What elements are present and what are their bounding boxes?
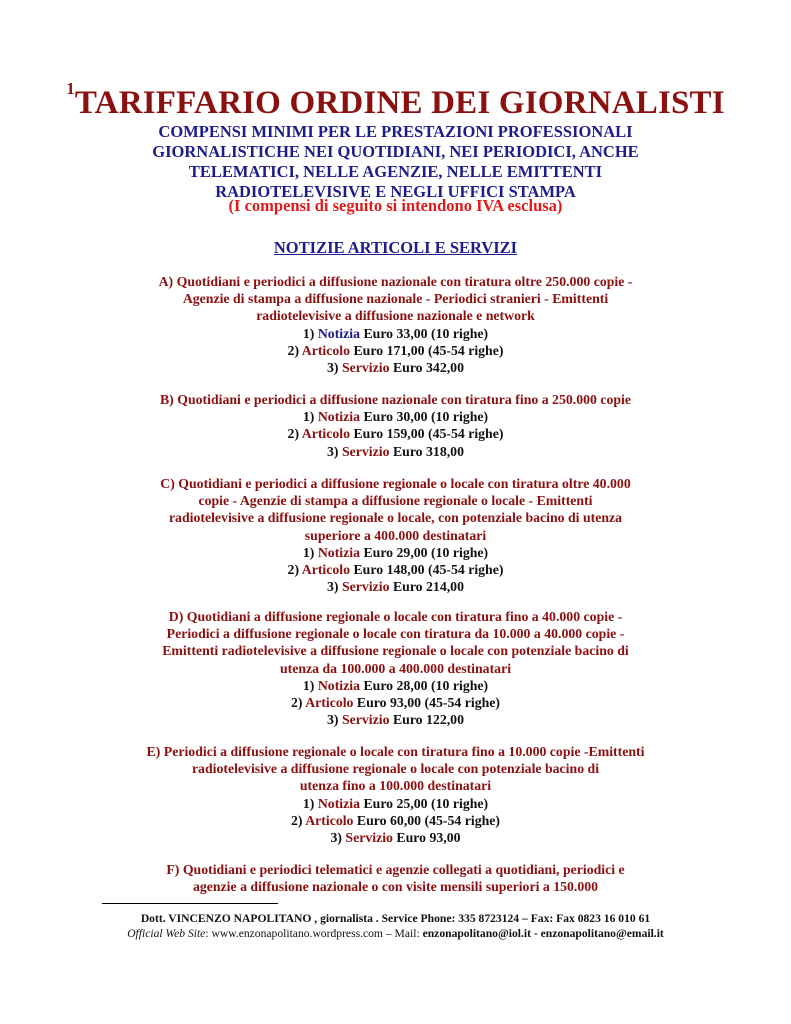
- item-price: Euro 159,00 (45-54 righe): [353, 426, 504, 442]
- subtitle: [100, 122, 691, 202]
- item-kind: Articolo: [301, 342, 351, 358]
- item-number: 1): [302, 795, 315, 811]
- item-number: 1): [302, 677, 315, 693]
- category-c: [100, 475, 691, 595]
- title-text: TARIFFARIO ORDINE DEI GIORNALISTI: [74, 85, 725, 121]
- item-kind: Notizia: [317, 325, 360, 341]
- rate-item: [100, 711, 691, 728]
- mail-label: – Mail:: [382, 927, 423, 940]
- category-line: B) Quotidiani e periodici a diffusione nazionale con tiratura fino a 250.000 copie: [159, 392, 631, 407]
- item-price: Euro 29,00 (10 righe): [363, 544, 489, 560]
- item-number: 2): [287, 342, 300, 358]
- item-price: Euro 122,00: [392, 712, 464, 728]
- subtitle-line: RADIOTELEVISIVE E NEGLI UFFICI STAMPA: [215, 182, 576, 201]
- category-line: Emittenti radiotelevisive a diffusione regionale o locale con potenziale bacino di: [162, 643, 629, 659]
- item-kind: Articolo: [305, 695, 354, 711]
- rate-item: [100, 359, 691, 376]
- item-price: Euro 148,00 (45-54 righe): [353, 562, 504, 578]
- item-price: Euro 60,00 (45-54 righe): [356, 812, 500, 828]
- item-kind: Notizia: [317, 544, 360, 560]
- rate-item: [100, 829, 691, 846]
- rate-item: [100, 694, 691, 711]
- subtitle-line: TELEMATICI, NELLE AGENZIE, NELLE EMITTENTI: [188, 162, 603, 181]
- category-f: [100, 861, 691, 895]
- item-price: Euro 318,00: [392, 443, 464, 459]
- item-number: 3): [327, 360, 339, 376]
- section-heading: [0, 238, 791, 258]
- item-price: Euro 171,00 (45-54 righe): [353, 342, 504, 358]
- item-price: Euro 93,00 (45-54 righe): [356, 695, 500, 711]
- item-kind: Servizio: [341, 443, 390, 459]
- rate-item: [100, 795, 691, 812]
- category-line: D) Quotidiani a diffusione regionale o locale con tiratura fino a 40.000 copie -: [168, 609, 623, 624]
- category-line: Agenzie di stampa a diffusione nazionale - Periodici stranieri - Emittenti: [182, 291, 609, 307]
- item-number: 2): [287, 426, 300, 442]
- category-line: copie - Agenzie di stampa a diffusione regionale o locale - Emittenti: [198, 493, 593, 509]
- section-heading-text: NOTIZIE ARTICOLI E SERVIZI: [273, 238, 518, 257]
- item-kind: Articolo: [301, 426, 351, 442]
- item-kind: Notizia: [317, 795, 360, 811]
- item-number: 2): [290, 695, 303, 711]
- item-number: 3): [327, 712, 339, 728]
- footer-contact: Dott. VINCENZO NAPOLITANO , giornalista . Service Phone: 335 8723124 – Fax: Fax 0823 16 010 61: [140, 912, 651, 925]
- website-label: Official Web Site: [127, 927, 206, 940]
- category-line: radiotelevisive a diffusione regionale o locale, con potenziale bacino di utenza: [168, 510, 623, 526]
- item-kind: Notizia: [317, 677, 360, 693]
- rate-item: [100, 408, 691, 425]
- category-line: agenzie a diffusione nazionale o con visite mensili superiori a 150.000: [192, 879, 599, 895]
- category-line: radiotelevisive a diffusione regionale o locale con potenziale bacino di: [191, 761, 600, 777]
- rate-item: [100, 342, 691, 359]
- rate-item: [100, 677, 691, 694]
- category-e: [100, 743, 691, 846]
- rate-item: [100, 561, 691, 578]
- item-kind: Servizio: [341, 579, 390, 595]
- category-line: superiore a 400.000 destinatari: [304, 527, 487, 543]
- item-kind: Servizio: [345, 830, 393, 846]
- item-number: 1): [302, 544, 315, 560]
- category-line: A) Quotidiani e periodici a diffusione nazionale con tiratura oltre 250.000 copie -: [158, 274, 633, 289]
- subtitle-line: GIORNALISTICHE NEI QUOTIDIANI, NEI PERIODICI, ANCHE: [152, 142, 639, 161]
- item-kind: Servizio: [341, 712, 390, 728]
- category-d: [100, 608, 691, 728]
- rate-item: [100, 544, 691, 561]
- item-price: Euro 214,00: [392, 579, 464, 595]
- category-line: E) Periodici a diffusione regionale o locale con tiratura fino a 10.000 copie -Emittenti: [146, 744, 645, 759]
- item-price: Euro 30,00 (10 righe): [363, 409, 489, 425]
- iva-note: (I compensi di seguito si intendono IVA esclusa): [228, 196, 563, 215]
- item-number: 3): [330, 830, 342, 846]
- item-number: 3): [327, 443, 339, 459]
- category-line: C) Quotidiani e periodici a diffusione regionale o locale con tiratura oltre 40.000: [160, 476, 631, 491]
- rate-item: [100, 578, 691, 595]
- item-number: 2): [287, 562, 300, 578]
- item-number: 1): [302, 409, 315, 425]
- category-line: utenza da 100.000 a 400.000 destinatari: [279, 660, 512, 676]
- item-kind: Articolo: [305, 812, 354, 828]
- subtitle-line: COMPENSI MINIMI PER LE PRESTAZIONI PROFESSIONALI: [158, 122, 633, 141]
- rate-item: [100, 425, 691, 442]
- item-number: 1): [302, 325, 315, 341]
- footnote-mark: 1: [66, 79, 75, 98]
- item-number: 3): [327, 579, 339, 595]
- item-price: Euro 33,00 (10 righe): [363, 325, 489, 341]
- category-line: Periodici a diffusione regionale o locale con tiratura da 10.000 a 40.000 copie -: [166, 626, 625, 642]
- website-link[interactable]: www.enzonapolitano.wordpress.com: [211, 927, 383, 940]
- rate-item: [100, 443, 691, 460]
- document-title: [0, 79, 791, 122]
- rate-item: [100, 325, 691, 342]
- item-price: Euro 28,00 (10 righe): [363, 677, 489, 693]
- footer: [0, 911, 791, 941]
- item-price: Euro 25,00 (10 righe): [363, 795, 489, 811]
- item-price: Euro 93,00: [396, 830, 461, 846]
- item-kind: Servizio: [341, 360, 390, 376]
- item-kind: Notizia: [317, 409, 360, 425]
- item-price: Euro 342,00: [392, 360, 464, 376]
- footnote-divider: [102, 903, 278, 904]
- category-line: utenza fino a 100.000 destinatari: [299, 778, 492, 794]
- category-line: radiotelevisive a diffusione nazionale e network: [256, 308, 535, 324]
- category-b: [100, 391, 691, 460]
- mail-addresses[interactable]: enzonapolitano@iol.it - enzonapolitano@email.it: [422, 927, 664, 940]
- footer-web: [0, 926, 791, 941]
- rate-item: [100, 812, 691, 829]
- item-kind: Articolo: [301, 562, 351, 578]
- category-a: [100, 273, 691, 376]
- item-number: 2): [290, 812, 303, 828]
- website-separator: :: [205, 927, 212, 940]
- category-line: F) Quotidiani e periodici telematici e agenzie collegati a quotidiani, periodici e: [166, 862, 625, 877]
